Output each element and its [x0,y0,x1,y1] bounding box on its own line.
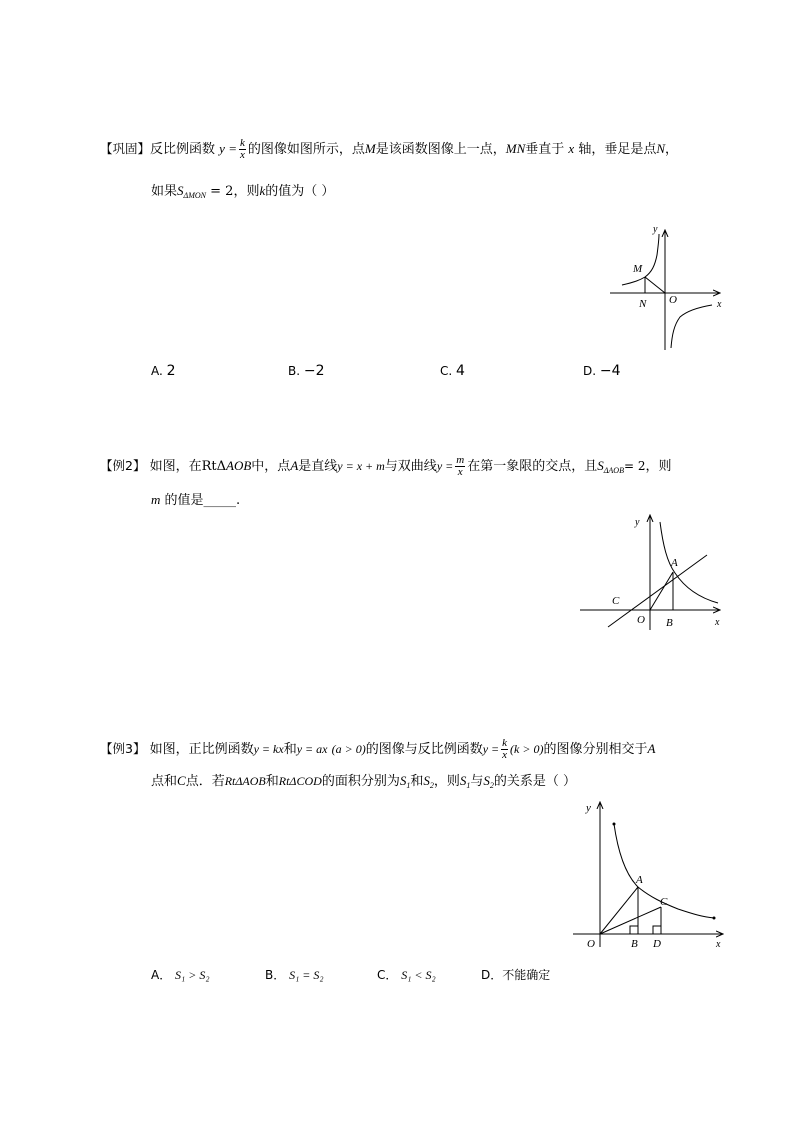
q2-tag: 【例2】 [100,458,146,473]
q2-hyperbola [660,522,718,603]
q3-eq-y: y = [482,742,500,756]
q3-line-kx [600,887,638,934]
q1-segment-mo-line [645,277,665,293]
q2-frac-den: x [457,466,463,478]
q2-text-6: ，则 [645,459,672,474]
q1-frac-num: k [239,137,245,149]
q1-area-sub: ΔMON [183,191,206,200]
q3-graph-label-o: O [587,938,595,950]
q3-fraction [501,738,508,761]
q1-option-d[interactable]: D. −4 [583,363,621,379]
q3-line2-e: 和 [410,774,424,789]
q3-text-2: 和 [283,742,297,757]
q3-line2-f: ，则 [433,774,460,789]
q2-area-s: S [597,458,604,473]
q3-frac-den: x [502,749,508,761]
q3-option-d[interactable]: D．不能确定 [481,968,551,982]
q2-graph-label-x: x [715,617,720,628]
q1-var-k: k [259,183,266,198]
q1-tag: 【巩固】 [100,141,151,156]
q1-frac-den: x [239,149,245,161]
q1-graph-label-x: x [717,299,722,310]
q3-text-1: 如图，正比例函数 [149,742,254,757]
q3-graph-label-c: C [660,896,668,908]
q2-graph-label-o: O [637,614,645,626]
q1-text-1: 反比例函数 [150,142,216,157]
q2-eq2: = 2 [623,459,646,473]
q1-option-b[interactable]: B. −2 [288,363,325,379]
q1-text-2: 的图像如图所示，点 [247,142,365,157]
q3-curve-end-right [713,917,716,920]
q1-curve-right [671,305,712,348]
q1-eq2: = 2 [210,184,234,199]
q3-s2-sub-b: 2 [489,781,494,790]
q3-s1-b: S [459,773,467,788]
q1-line2-a: 如果 [151,184,178,199]
q1-graph-label-o: O [669,294,677,306]
q3-option-a[interactable]: A． S₁ > S₂ [151,968,210,982]
q3-s1-sub: 1 [406,781,411,790]
q3-s1-sub-b: 1 [466,781,471,790]
q2-eq-y: y = [436,459,454,473]
q2-text-5: 在第一象限的交点，且 [467,459,598,474]
q1-eq-y: y = [219,141,237,156]
q3-point-a: A [647,741,656,756]
q2-text-1: 如图，在 [149,459,202,474]
q2-line2 [151,489,240,508]
q3-option-c[interactable]: C． S₁ < S₂ [377,968,436,982]
q3-graph-label-y: y [586,802,591,814]
q3-right-angle-b [630,926,638,934]
q1-graph-label-n: N [639,298,647,310]
q2-frac-num: m [456,454,465,466]
q1-point-n: N [656,141,665,156]
q3-graph-label-x: x [716,939,721,950]
q1-line1 [100,138,678,161]
q2-graph-label-y: y [635,517,640,528]
q3-line2-a: 点和 [151,774,178,789]
q1-text-5: 轴，垂足是点 [578,142,657,157]
q2-text-4: 与双曲线 [384,459,437,474]
q3-option-b[interactable]: B． S₁ = S₂ [265,968,324,982]
q3-text-4: 的图像分别相交于 [543,742,648,757]
q2-line2-text: 的值是_____. [164,493,241,508]
q1-line2-b: ，则 [233,184,260,199]
q3-cond-k: (k > 0) [510,742,544,756]
q3-point-c: C [177,773,186,788]
q2-eq-line: y = x + m [337,459,385,473]
q2-line1 [100,455,672,478]
q2-point-a: A [290,458,299,473]
q3-line2-g: 与 [470,774,484,789]
q1-graph [600,220,730,355]
q1-fraction [239,138,246,161]
q3-rt-aob: RtΔAOB [224,774,266,788]
q3-line2-b: 点．若 [185,774,225,789]
q2-graph-label-a: A [671,557,678,569]
q1-graph-label-m: M [633,263,643,275]
q3-text-3: 的图像与反比例函数 [365,742,483,757]
q3-graph-label-a: A [636,874,643,886]
q3-s2-b: S [483,773,490,788]
q3-s1: S [399,773,407,788]
q3-eq-ax: y = ax [296,742,328,756]
q1-text-6: ， [665,142,679,157]
q1-line2 [151,180,334,200]
q1-option-a[interactable]: A. 2 [151,363,176,379]
q1-curve-left [622,234,659,285]
q2-rt: RtΔ [201,459,227,474]
q2-text-2: 中，点 [251,459,291,474]
q2-graph-label-c: C [612,595,620,607]
q3-rt-cod: RtΔCOD [278,774,322,788]
q3-curve-end-top [613,823,616,826]
q3-line1 [100,738,655,761]
q1-var-x: x [568,141,575,156]
q2-segment-oa [650,572,673,610]
q1-point-m: M [364,141,376,156]
q3-graph-label-b: B [631,938,638,950]
q2-text-3: 是直线 [298,459,338,474]
q3-line2 [151,770,576,790]
q1-graph-label-y: y [653,224,658,235]
q2-fraction [455,455,465,478]
q2-graph-label-b: B [666,617,673,629]
q3-graph [568,797,733,952]
q3-line2-c: 和 [265,774,279,789]
q1-segment-mn: MN [505,141,526,156]
q1-text-4: 垂直于 [525,142,565,157]
q1-option-c[interactable]: C. 4 [440,363,465,379]
q3-s2-sub: 2 [429,781,434,790]
q3-line2-d: 的面积分别为 [321,774,400,789]
q1-area-s: S [177,183,184,198]
q2-area-sub: ΔAOB [603,466,624,475]
q3-eq-kx: y = kx [253,742,284,756]
q2-triangle-aob: AOB [226,458,252,473]
q2-var-m: m [151,492,161,507]
q2-graph [575,510,730,632]
q1-line2-c: 的值为（ ） [265,184,335,199]
q3-line2-h: 的关系是（ ） [493,774,577,789]
q3-frac-num: k [502,737,508,749]
q1-text-3: 是该函数图像上一点， [375,142,506,157]
q3-s2: S [423,773,430,788]
q3-graph-label-d: D [653,938,661,950]
q3-tag: 【例3】 [100,741,146,756]
q3-cond-a: (a > 0) [331,742,366,756]
q3-right-angle-d [653,926,661,934]
